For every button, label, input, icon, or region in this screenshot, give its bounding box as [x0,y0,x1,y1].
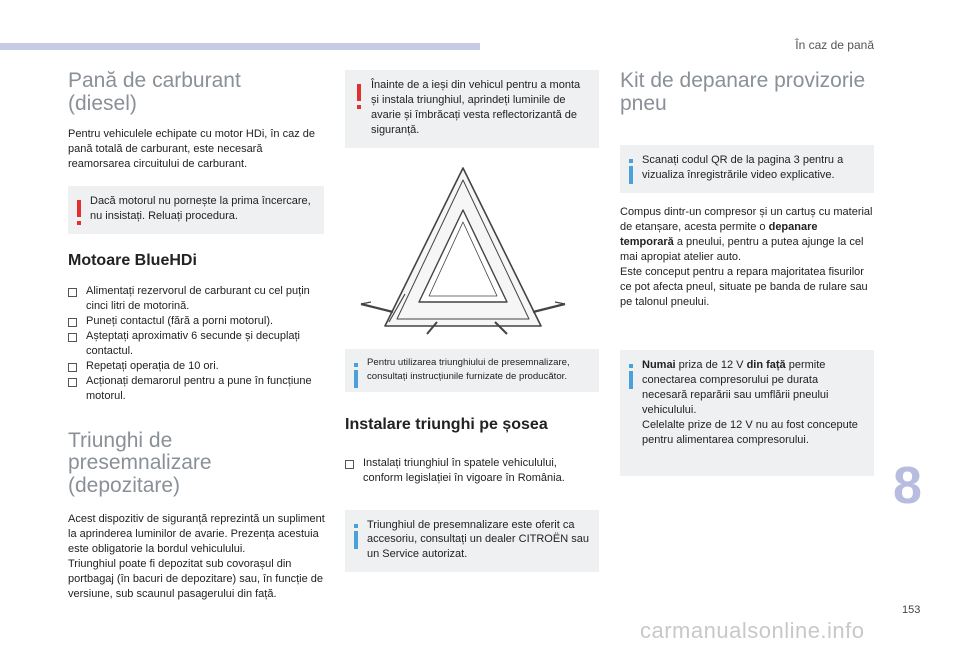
warning-box-exit [345,70,599,148]
kit-text-1: Compus dintr-un compresor și un cartuș cu material de etanșare, acesta permite o depanare temporară a pneului, pentru a putea ajunge la cel mai apropiat atelier auto. [620,206,873,264]
road-title: Instalare triunghi pe șosea [345,415,548,433]
info-box-accessory [345,510,599,573]
list-item: Acționați demarorul pentru a pune în funcțiune motorul. [68,374,326,404]
info-icon [354,363,358,367]
info-text-2: Celelalte prize de 12 V nu au fost concepute pentru alimentarea compresorului. [642,418,858,446]
info-text: Scanați codul QR de la pagina 3 pentru a vizualiza înregistrările video explicative. [642,154,844,182]
triangle-text-1: Acest dispozitiv de siguranță reprezintă un supliment la aprinderea luminilor de avarie. Prezența acestuia este obligatorie la bordul vehiculului. [68,512,325,555]
warning-box [68,186,324,234]
info-text: Pentru utilizarea triunghiului de presemnalizare, consultați instrucțiunile furnizate de producător. [367,356,570,382]
fuel-title: Pană de carburant (diesel) [68,69,241,115]
fuel-intro: Pentru vehiculele echipate cu motor HDi, în caz de pană totală de carburant, este necesară reamorsarea circuitului de carburant. [68,128,316,171]
warning-icon [357,84,361,101]
column-left [68,70,326,601]
info-text: Numai priza de 12 V din față permite conectarea compresorului pe durata necesară reparării sau umflării pneului vehiculului. [642,358,829,416]
info-icon [629,159,633,163]
info-text: Triunghiul de presemnalizare este oferit ca accesoriu, consultați un dealer CITROËN sau un Service autorizat. [367,518,589,561]
bluehdi-steps [68,284,326,404]
warning-text: Dacă motorul nu pornește la prima încercare, nu insistați. Reluați procedura. [90,195,311,223]
watermark: carmanualsonline.info [640,618,865,643]
info-box-socket [620,350,874,476]
page-number: 153 [902,604,921,616]
info-icon [354,524,358,528]
list-item: Așteptați aproximativ 6 secunde și decuplați contactul. [68,329,326,359]
info-box-usage [345,349,599,392]
info-box-qr [620,145,874,193]
triangle-title: Triunghi de presemnalizare (depozitare) [68,428,212,498]
column-right [620,70,874,476]
list-item: Repetați operația de 10 ori. [68,359,326,374]
section-header: În caz de pană [795,38,874,52]
triangle-text-2: Triunghiul poate fi depozitat sub covorașul din portbagaj (în bacuri de depozitare) sau, în funcție de versiune, sub scaunul pasagerului din față. [68,557,323,600]
chapter-number: 8 [893,457,922,515]
road-steps [345,456,599,486]
list-item: Alimentați rezervorul de carburant cu cel puțin cinci litri de motorină. [68,284,326,314]
list-item: Instalați triunghiul în spatele vehiculului, conform legislației în vigoare în România. [345,456,599,486]
column-middle [345,70,599,572]
kit-title: Kit de depanare provizorie pneu [620,69,866,115]
top-accent-bar [0,43,480,50]
warning-text: Înainte de a ieși din vehicul pentru a monta și instala triunghiul, aprindeți luminile de avarie și îmbrăcați vesta reflectorizantă de siguranță. [371,79,581,136]
bluehdi-title: Motoare BlueHDi [68,252,197,270]
kit-text-2: Este conceput pentru a repara majoritatea fisurilor ce pot afecta pneul, situate pe banda de rulare sau pe talonul pneului. [620,266,868,308]
info-icon [629,364,633,368]
triangle-illustration [345,162,599,337]
list-item: Puneți contactul (fără a porni motorul). [68,314,326,329]
warning-icon [77,200,81,217]
